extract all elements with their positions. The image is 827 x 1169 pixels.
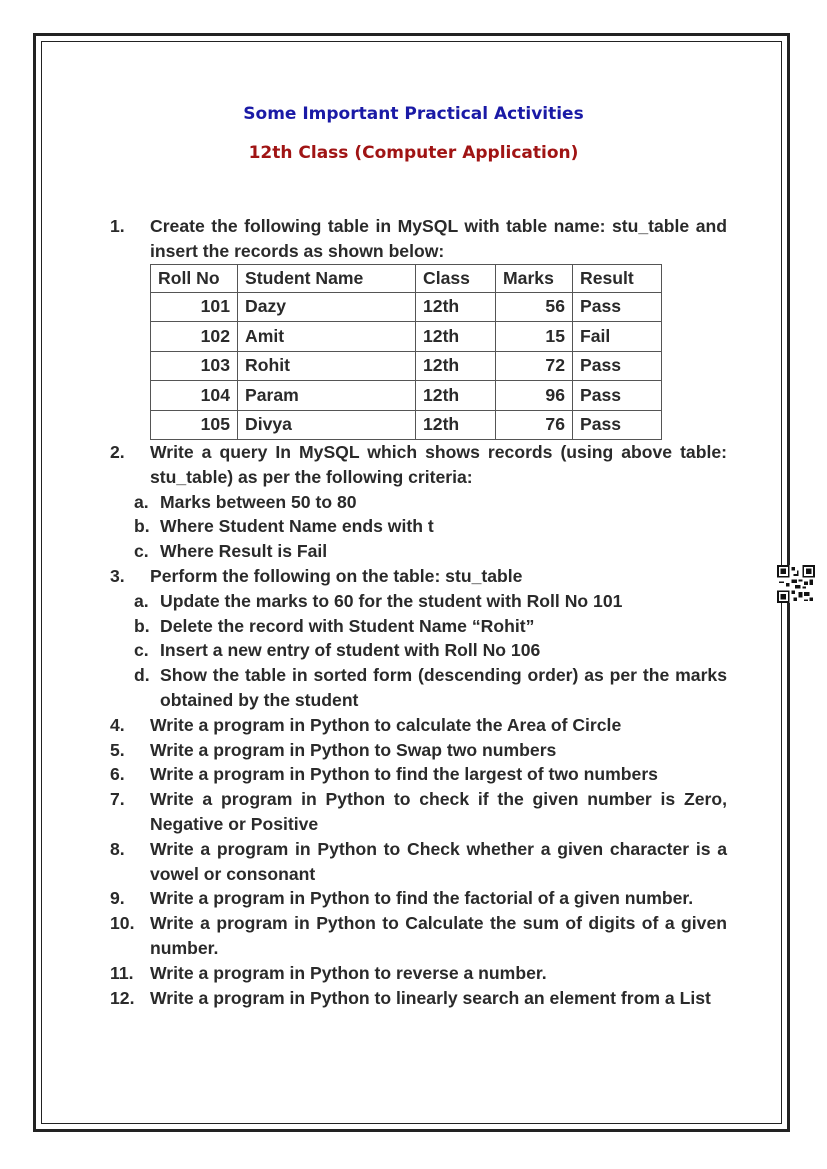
cell-student-name: Amit bbox=[238, 322, 416, 352]
list-item-6 bbox=[110, 762, 727, 787]
qr-code-icon bbox=[777, 565, 815, 603]
sub-item-text: Update the marks to 60 for the student with Roll No 101 bbox=[160, 590, 623, 611]
sub-item-letter: b. bbox=[134, 516, 150, 537]
table-header-row bbox=[151, 264, 662, 292]
item-number: 3. bbox=[110, 566, 125, 587]
list-item-1 bbox=[110, 214, 727, 440]
sub-item-text: Where Result is Fail bbox=[160, 541, 328, 562]
cell-roll-no: 102 bbox=[151, 322, 238, 352]
table-row bbox=[151, 351, 662, 381]
cell-class: 12th bbox=[416, 292, 496, 322]
sub-item-letter: c. bbox=[134, 541, 149, 562]
table-row bbox=[151, 292, 662, 322]
header-roll-no: Roll No bbox=[151, 264, 238, 292]
item-number: 10. bbox=[110, 913, 135, 934]
sub-item bbox=[110, 514, 727, 539]
sub-item bbox=[110, 490, 727, 515]
sub-item-text: Marks between 50 to 80 bbox=[160, 491, 357, 512]
cell-roll-no: 101 bbox=[151, 292, 238, 322]
item-text: Write a program in Python to find the largest of two numbers bbox=[150, 764, 658, 785]
sub-item-letter: b. bbox=[134, 615, 150, 636]
list-item-9 bbox=[110, 886, 727, 911]
item-text: Write a program in Python to Swap two numbers bbox=[150, 739, 557, 760]
item-text: Write a program in Python to find the factorial of a given number. bbox=[150, 888, 694, 909]
sub-item bbox=[110, 663, 727, 713]
list-item-12 bbox=[110, 986, 727, 1011]
list-item-3 bbox=[110, 564, 727, 589]
cell-student-name: Dazy bbox=[238, 292, 416, 322]
cell-marks: 96 bbox=[496, 381, 573, 411]
sub-item bbox=[110, 638, 727, 663]
cell-marks: 15 bbox=[496, 322, 573, 352]
sub-item-letter: a. bbox=[134, 491, 149, 512]
sub-item-letter: d. bbox=[134, 665, 150, 686]
list-item-4 bbox=[110, 713, 727, 738]
item-text: Write a query In MySQL which shows records (using above table: stu_table) as per the following criteria: bbox=[150, 442, 727, 487]
sub-item-text: Show the table in sorted form (descending order) as per the marks obtained by the student bbox=[160, 665, 727, 711]
item-number: 1. bbox=[110, 216, 125, 236]
header-class: Class bbox=[416, 264, 496, 292]
student-table bbox=[150, 264, 662, 441]
cell-marks: 72 bbox=[496, 351, 573, 381]
sub-item-text: Insert a new entry of student with Roll No 106 bbox=[160, 640, 541, 661]
sub-item-text: Where Student Name ends with t bbox=[160, 516, 434, 537]
list-item-10 bbox=[110, 911, 727, 961]
header-result: Result bbox=[573, 264, 662, 292]
sub-item-text: Delete the record with Student Name “Rohit” bbox=[160, 615, 535, 636]
item-text: Create the following table in MySQL with table name: stu_table and insert the records as shown below: bbox=[150, 216, 727, 261]
cell-roll-no: 103 bbox=[151, 351, 238, 381]
table-row bbox=[151, 381, 662, 411]
cell-student-name: Rohit bbox=[238, 351, 416, 381]
cell-class: 12th bbox=[416, 410, 496, 440]
item-text: Perform the following on the table: stu_table bbox=[150, 566, 523, 587]
cell-roll-no: 104 bbox=[151, 381, 238, 411]
page-subtitle: 12th Class (Computer Application) bbox=[248, 143, 579, 163]
cell-student-name: Param bbox=[238, 381, 416, 411]
activity-list bbox=[110, 214, 727, 1010]
page-title: Some Important Practical Activities bbox=[243, 104, 584, 124]
item-number: 5. bbox=[110, 739, 125, 760]
item-text: Write a program in Python to calculate the Area of Circle bbox=[150, 714, 622, 735]
item-number: 12. bbox=[110, 987, 135, 1008]
item-number: 11. bbox=[110, 962, 134, 983]
item-number: 6. bbox=[110, 764, 125, 785]
table-row bbox=[151, 410, 662, 440]
cell-marks: 76 bbox=[496, 410, 573, 440]
cell-result: Fail bbox=[573, 322, 662, 352]
cell-class: 12th bbox=[416, 351, 496, 381]
list-item-5 bbox=[110, 738, 727, 763]
cell-class: 12th bbox=[416, 381, 496, 411]
cell-result: Pass bbox=[573, 351, 662, 381]
item-text: Write a program in Python to check if the given number is Zero, Negative or Positive bbox=[150, 789, 727, 835]
cell-result: Pass bbox=[573, 410, 662, 440]
cell-roll-no: 105 bbox=[151, 410, 238, 440]
item-number: 4. bbox=[110, 714, 125, 735]
cell-result: Pass bbox=[573, 381, 662, 411]
sub-item bbox=[110, 589, 727, 614]
list-item-8 bbox=[110, 837, 727, 887]
cell-result: Pass bbox=[573, 292, 662, 322]
item-number: 2. bbox=[110, 442, 125, 463]
item-text: Write a program in Python to reverse a number. bbox=[150, 962, 547, 983]
cell-marks: 56 bbox=[496, 292, 573, 322]
cell-class: 12th bbox=[416, 322, 496, 352]
header-student-name: Student Name bbox=[238, 264, 416, 292]
item-text: Write a program in Python to linearly search an element from a List bbox=[150, 987, 711, 1008]
table-row bbox=[151, 322, 662, 352]
item-text: Write a program in Python to Calculate the sum of digits of a given number. bbox=[150, 913, 727, 959]
cell-student-name: Divya bbox=[238, 410, 416, 440]
item-number: 7. bbox=[110, 789, 125, 810]
sub-item bbox=[110, 539, 727, 564]
sub-item-letter: a. bbox=[134, 590, 149, 611]
item-number: 9. bbox=[110, 888, 125, 909]
header-marks: Marks bbox=[496, 264, 573, 292]
sub-item-letter: c. bbox=[134, 640, 149, 661]
sub-item bbox=[110, 614, 727, 639]
item-text: Write a program in Python to Check whether a given character is a vowel or consonant bbox=[150, 838, 727, 884]
list-item-7 bbox=[110, 787, 727, 837]
item-number: 8. bbox=[110, 838, 125, 859]
list-item-2 bbox=[110, 440, 727, 490]
list-item-11 bbox=[110, 961, 727, 986]
